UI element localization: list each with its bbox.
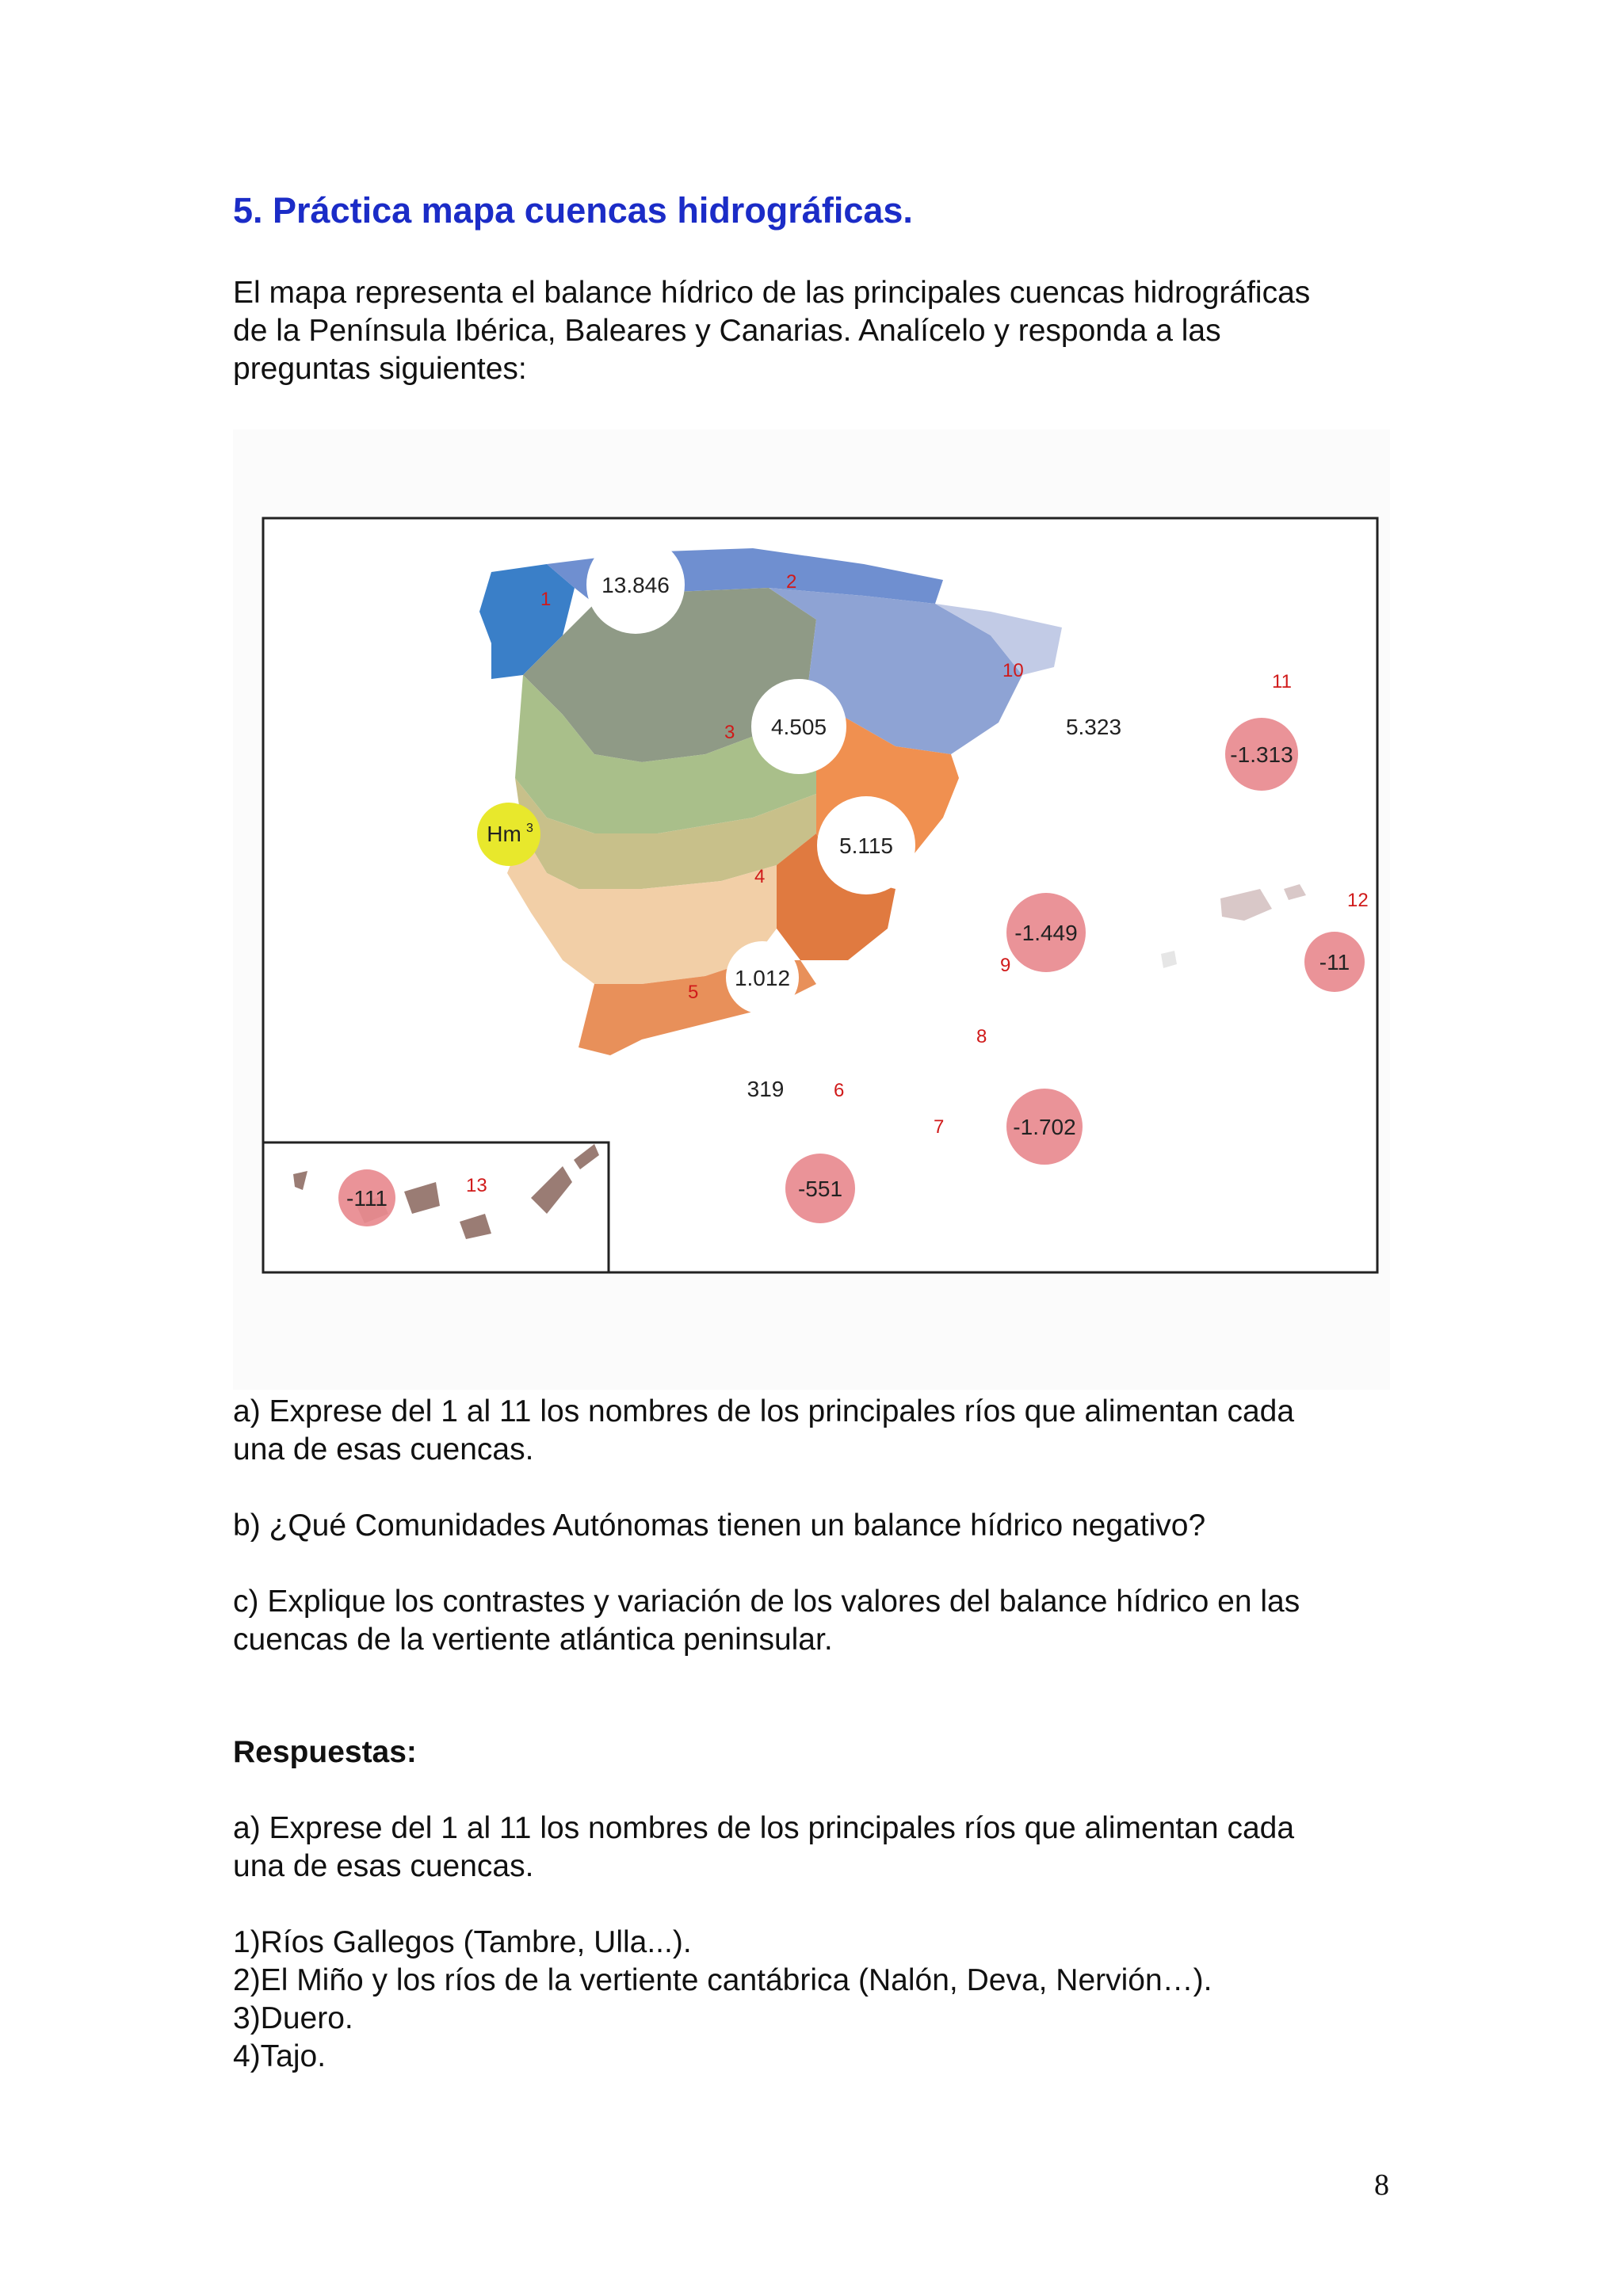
basin-number-13: 13 — [466, 1175, 487, 1196]
answer-item-4: 4)Tajo. — [233, 2039, 327, 2073]
balance-value-7: 1.012 — [734, 966, 791, 990]
balance-value-5: 5.115 — [839, 833, 893, 858]
hydro-balance-map — [262, 517, 1379, 1274]
intro-line-1: El mapa representa el balance hídrico de las principales cuencas hidrográficas — [233, 276, 1311, 310]
balance-value-11: -11 — [1319, 950, 1350, 974]
question-c-line-2: cuencas de la vertiente atlántica peninsular. — [233, 1623, 833, 1657]
question-b: b) ¿Qué Comunidades Autónomas tienen un balance hídrico negativo? — [233, 1508, 1206, 1543]
basin-number-5: 5 — [688, 982, 699, 1003]
basin-number-8: 8 — [976, 1026, 987, 1047]
basin-number-10: 10 — [1002, 660, 1024, 681]
basin-number-3: 3 — [724, 722, 735, 743]
canarias-inset — [263, 1142, 609, 1272]
balance-value-6: -1.449 — [1014, 921, 1078, 945]
basin-number-9: 9 — [1000, 955, 1011, 976]
answer-item-1: 1)Ríos Gallegos (Tambre, Ulla...). — [233, 1925, 692, 1959]
answers-question-a — [233, 1810, 1406, 1886]
balance-value-3: 5.323 — [1065, 715, 1122, 739]
balance-value-4: -1.313 — [1230, 742, 1293, 767]
intro-paragraph — [233, 274, 1406, 388]
basin-number-12: 12 — [1347, 890, 1369, 911]
balance-value-1: 13.846 — [601, 573, 670, 597]
balance-value-8: 319 — [747, 1077, 785, 1101]
basin-number-1: 1 — [540, 589, 552, 610]
unit-legend-superscript: 3 — [526, 822, 533, 835]
question-c — [233, 1583, 1406, 1659]
intro-line-2: de la Península Ibérica, Baleares y Canarias. Analícelo y responda a las — [233, 314, 1221, 348]
answer-item-2: 2)El Miño y los ríos de la vertiente cantábrica (Nalón, Deva, Nervión…). — [233, 1963, 1212, 1997]
answers-question-a-line-1: a) Exprese del 1 al 11 los nombres de los principales ríos que alimentan cada — [233, 1811, 1295, 1845]
balance-value-2: 4.505 — [770, 715, 827, 739]
balance-value-12: -111 — [346, 1186, 388, 1211]
basin-number-2: 2 — [786, 571, 797, 593]
balance-value-10: -551 — [797, 1177, 843, 1201]
page-number: 8 — [1374, 2168, 1389, 2202]
answer-item-3: 3)Duero. — [233, 2001, 353, 2035]
question-a-line-2: una de esas cuencas. — [233, 1432, 534, 1466]
question-a-line-1: a) Exprese del 1 al 11 los nombres de los principales ríos que alimentan cada — [233, 1394, 1295, 1428]
intro-line-3: preguntas siguientes: — [233, 352, 527, 386]
basin-number-6: 6 — [834, 1080, 845, 1101]
basin-number-11: 11 — [1272, 671, 1292, 692]
unit-legend-label: Hm — [487, 822, 521, 846]
basin-number-4: 4 — [754, 866, 766, 887]
question-a — [233, 1393, 1406, 1469]
basin-number-7: 7 — [934, 1116, 945, 1138]
answers-question-a-line-2: una de esas cuencas. — [233, 1849, 534, 1883]
question-c-line-1: c) Explique los contrastes y variación de los valores del balance hídrico en las — [233, 1585, 1300, 1619]
section-title: 5. Práctica mapa cuencas hidrográficas. — [233, 190, 913, 231]
balance-value-9: -1.702 — [1013, 1115, 1076, 1139]
answers-heading: Respuestas: — [233, 1735, 417, 1769]
